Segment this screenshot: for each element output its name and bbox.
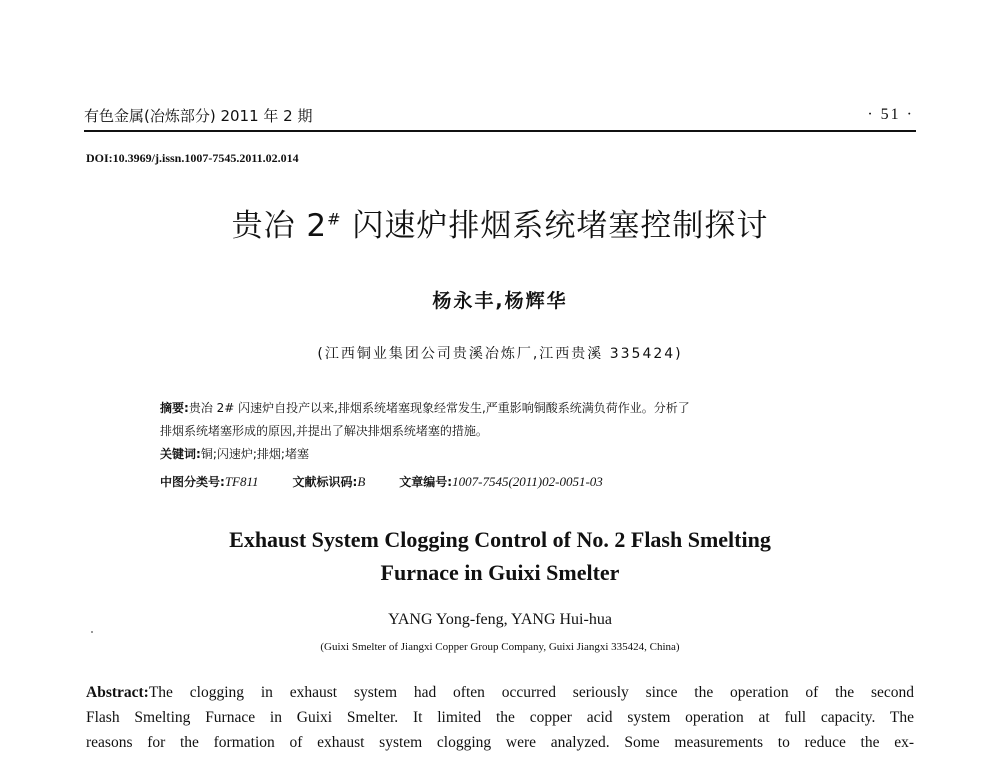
english-abstract-text-2: Flash Smelting Furnace in Guixi Smelter. It limited the copper acid system operation at full capacity. The: [86, 709, 914, 726]
english-affiliation: (Guixi Smelter of Jiangxi Copper Group Company, Guixi Jiangxi 335424, China): [320, 641, 680, 653]
chinese-authors: 杨永丰,杨辉华: [432, 290, 568, 312]
running-header: [84, 104, 914, 126]
article-no-label: 文章编号:: [399, 475, 453, 489]
english-authors: YANG Yong-feng, YANG Hui-hua: [388, 611, 612, 628]
english-title-line-1: Exhaust System Clogging Control of No. 2 Flash Smelting: [229, 527, 771, 552]
chinese-abstract: [160, 397, 860, 466]
classification-line: [160, 473, 603, 490]
chinese-keywords-line: [160, 443, 860, 466]
clc-label: 中图分类号:: [160, 475, 225, 489]
english-abstract: [86, 680, 914, 755]
english-abstract-label: Abstract:: [86, 684, 149, 701]
chinese-abstract-label: 摘要:: [160, 401, 189, 415]
chinese-abstract-text-1: 贵冶 2# 闪速炉自投产以来,排烟系统堵塞现象经常发生,严重影响铜酸系统满负荷作业。分析了: [188, 401, 690, 415]
english-title-line-2: Furnace in Guixi Smelter: [380, 560, 620, 585]
doc-code-value: B: [357, 474, 366, 489]
chinese-title-part-a: 贵冶 2: [231, 208, 328, 244]
clc-value: TF811: [224, 474, 259, 489]
page-number: · 51 ·: [867, 106, 914, 123]
article-no-value: 1007-7545(2011)02-0051-03: [452, 474, 603, 489]
chinese-title-superscript: #: [327, 209, 342, 229]
english-abstract-line: [86, 705, 914, 730]
chinese-abstract-line: [160, 397, 860, 420]
chinese-abstract-line: [160, 420, 860, 443]
chinese-affiliation: (江西铜业集团公司贵溪冶炼厂,江西贵溪 335424): [317, 346, 683, 362]
english-abstract-text-3: reasons for the formation of exhaust system clogging were analyzed. Some measurements to reduce the ex-: [86, 734, 914, 751]
chinese-abstract-text-2: 排烟系统堵塞形成的原因,并提出了解决排烟系统堵塞的措施。: [160, 424, 488, 438]
english-title: [0, 523, 1000, 589]
english-abstract-line: [86, 730, 914, 755]
scan-speck: [91, 631, 93, 633]
header-rule: [84, 130, 916, 132]
doc-code-label: 文献标识码:: [292, 475, 358, 489]
journal-name: 有色金属(冶炼部分) 2011 年 2 期: [84, 106, 313, 125]
chinese-keywords-label: 关键词:: [160, 447, 201, 461]
chinese-keywords: 铜;闪速炉;排烟;堵塞: [200, 447, 309, 461]
chinese-title: [0, 200, 1000, 245]
chinese-title-part-b: 闪速炉排烟系统堵塞控制探讨: [352, 208, 769, 244]
english-abstract-text-1: The clogging in exhaust system had often occurred seriously since the operation of the second: [148, 684, 914, 701]
doi: DOI:10.3969/j.issn.1007-7545.2011.02.014: [86, 151, 299, 165]
english-abstract-line: [86, 680, 914, 705]
